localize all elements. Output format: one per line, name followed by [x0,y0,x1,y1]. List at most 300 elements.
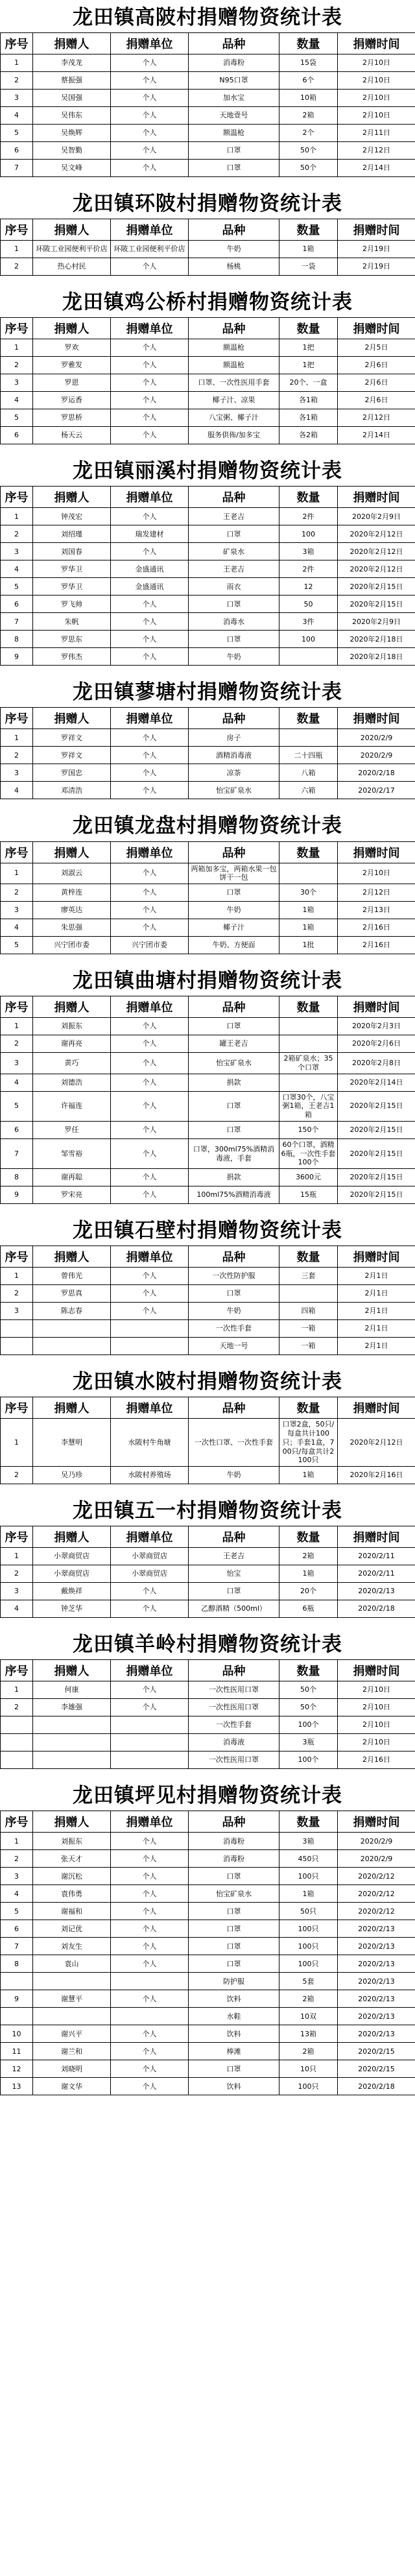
table-row [1,863,415,884]
table-row [1,1074,415,1091]
column-header: 捐赠人 [33,219,111,241]
section-title: 龙田镇环陂村捐赠物资统计表 [73,192,342,216]
table-cell: 4 [1,1074,33,1091]
column-header: 品种 [189,1660,279,1681]
table-cell: 水鞋 [189,2008,279,2025]
table-cell: 10 [1,2025,33,2043]
table-row [1,1583,415,1600]
table-cell: 个人 [111,1850,189,1868]
table-cell: 环陂工业园便利平价店 [111,241,189,258]
table-cell: 5 [1,1091,33,1121]
table-cell: 2 [1,1467,33,1484]
column-header: 捐赠人 [33,33,111,54]
table-cell: 曾伟光 [33,1268,111,1285]
donation-section [0,0,415,186]
table-cell: 100只 [279,2078,338,2095]
table-cell: 邓清浩 [33,782,111,799]
table-cell: 两箱加多宝，两箱水果一包饼干一包 [189,863,279,884]
table-row [1,1920,415,1938]
table-cell: 个人 [111,1121,189,1138]
table-cell: 4 [1,560,33,578]
table-cell: 各1箱 [279,409,338,427]
table-row [1,919,415,937]
column-header: 捐赠单位 [111,708,189,729]
table-row [1,1138,415,1168]
table-cell: 口罩 [189,1121,279,1138]
table-cell: 邹雪裕 [33,1138,111,1168]
table-cell: 个人 [111,1920,189,1938]
table-cell: 小翠商贸店 [33,1565,111,1583]
table-cell: 6 [1,142,33,160]
donation-table [0,486,415,666]
table-cell: 1箱 [279,241,338,258]
table-row [1,1053,415,1074]
table-row [1,1600,415,1618]
table-row [1,1903,415,1920]
table-cell: 怡宝矿泉水 [189,1053,279,1074]
table-cell: 消毒液 [189,1734,279,1751]
table-cell: 饮料 [189,2078,279,2095]
table-cell: 谢再亮 [33,1035,111,1053]
table-cell: 一次性手套 [189,1320,279,1338]
table-cell: 口罩 [189,142,279,160]
section-gap [0,444,415,453]
column-header: 捐赠人 [33,708,111,729]
table-cell: 袁山 [33,1955,111,1973]
table-cell: 2 [1,357,33,374]
table-cell [279,1018,338,1035]
table-row [1,1320,415,1338]
table-cell: 50个 [279,1681,338,1699]
donation-section [0,285,415,453]
table-row [1,1973,415,1990]
table-cell: 4 [1,107,33,125]
table-cell: 谢慧平 [33,1990,111,2008]
table-row [1,54,415,72]
table-cell: 2 [1,258,33,276]
table-cell: 3 [1,1583,33,1600]
table-cell: 7 [1,160,33,177]
table-cell: 3600元 [279,1169,338,1186]
table-cell: 2020年2月12日 [338,525,415,543]
table-row [1,339,415,357]
table-cell: 罗祥文 [33,729,111,747]
table-cell: 2 [1,1850,33,1868]
table-cell: 1 [1,508,33,525]
table-row [1,747,415,764]
table-cell: 1箱 [279,1885,338,1903]
table-cell: 2020/2/12 [338,1868,415,1885]
table-cell: 罗华卫 [33,560,111,578]
table-cell: 个人 [111,1990,189,2008]
table-cell: 6个 [279,72,338,90]
table-cell: 2月10日 [338,72,415,90]
table-cell: 八宝粥、椰子汁 [189,409,279,427]
table-cell: 2月6日 [338,357,415,374]
table-cell: 个人 [111,258,189,276]
table-cell: 3 [1,1053,33,1074]
table-cell: 2月16日 [338,937,415,954]
table-row [1,1990,415,2008]
table-row [1,1548,415,1565]
table-cell: 2020年2月3日 [338,1018,415,1035]
table-cell: 消毒粉 [189,1850,279,1868]
table-cell: 1 [1,1419,33,1467]
column-header: 序号 [1,1811,33,1833]
table-cell: 李茂龙 [33,54,111,72]
donation-table [0,32,415,177]
table-cell: 口罩2盒，50只/每盒共计100只；手套1盒，700只/每盒共计2100只 [279,1419,338,1467]
table-cell: 个人 [111,1583,189,1600]
table-cell: 三套 [279,1268,338,1285]
table-cell: 杨天云 [33,427,111,444]
table-cell [111,1734,189,1751]
column-header: 序号 [1,33,33,54]
table-cell: 2月11日 [338,125,415,142]
table-row [1,1303,415,1320]
table-cell: 2020/2/13 [338,2008,415,2025]
table-row [1,2008,415,2025]
table-cell: 个人 [111,1885,189,1903]
column-header: 捐赠人 [33,841,111,863]
table-cell: 刘国春 [33,543,111,560]
table-cell: 瑞发建材 [111,525,189,543]
column-header: 序号 [1,487,33,508]
table-cell: 2020年2月15日 [338,1138,415,1168]
table-cell: 1 [1,241,33,258]
column-header: 捐赠单位 [111,33,189,54]
table-cell: 口罩 [189,1938,279,1955]
table-cell: 棒滩 [189,2043,279,2060]
column-header: 捐赠人 [33,1526,111,1548]
table-row [1,560,415,578]
table-row [1,374,415,392]
table-cell: 1把 [279,339,338,357]
table-cell: N95口罩 [189,72,279,90]
section-gap [0,1484,415,1493]
table-row [1,578,415,596]
table-cell: 额温枪 [189,339,279,357]
table-cell: 口罩 [189,1285,279,1303]
column-header: 品种 [189,33,279,54]
header-row [1,318,415,339]
table-cell [1,1716,33,1734]
table-cell: 口罩 [189,160,279,177]
table-cell: 一箱 [279,1338,338,1355]
table-cell: 口罩 [189,596,279,613]
column-header: 品种 [189,996,279,1018]
table-cell: 4 [1,392,33,409]
table-cell: 钟茂宏 [33,508,111,525]
section-title: 龙田镇坪见村捐赠物资统计表 [73,1784,342,1808]
column-header: 数量 [279,487,338,508]
table-cell: 个人 [111,596,189,613]
table-cell: 2月12日 [338,409,415,427]
table-row [1,160,415,177]
table-cell: 个人 [111,374,189,392]
donation-table [0,1397,415,1484]
table-cell: 5 [1,1903,33,1920]
section-title: 龙田镇曲塘村捐赠物资统计表 [73,969,342,993]
donation-section [0,1778,415,2104]
column-header: 品种 [189,487,279,508]
table-cell: 个人 [111,1681,189,1699]
column-header: 捐赠单位 [111,1246,189,1268]
table-cell: 兴宁团市委 [111,937,189,954]
table-cell: 2020年2月12日 [338,543,415,560]
table-row [1,648,415,666]
section-gap [0,666,415,675]
column-header: 捐赠人 [33,318,111,339]
table-cell: 刘淑云 [33,863,111,884]
table-cell: 罗任 [33,1121,111,1138]
table-row [1,1868,415,1885]
table-cell: 个人 [111,1285,189,1303]
table-cell: 罗恩 [33,374,111,392]
header-row [1,219,415,241]
table-cell: 2020/2/13 [338,1955,415,1973]
table-cell: 四箱 [279,1303,338,1320]
section-gap [0,1618,415,1627]
table-cell: 何康 [33,1681,111,1699]
table-cell: 小翠商贸店 [111,1565,189,1583]
table-row [1,107,415,125]
table-cell: 牛奶 [189,241,279,258]
table-cell: 个人 [111,2025,189,2043]
table-cell: 个人 [111,919,189,937]
table-cell: 15袋 [279,54,338,72]
table-cell: 2箱 [279,1990,338,2008]
table-cell: 各1箱 [279,392,338,409]
table-cell: 个人 [111,648,189,666]
table-cell: 水陂村牛角塘 [111,1419,189,1467]
header-row [1,841,415,863]
column-header: 捐赠单位 [111,487,189,508]
table-cell: 乙醇酒精（500ml） [189,1600,279,1618]
table-cell: 口罩 [189,525,279,543]
table-cell: 8 [1,631,33,648]
table-cell: 王老吉 [189,560,279,578]
table-cell: 个人 [111,1018,189,1035]
donation-table [0,1246,415,1355]
column-header: 捐赠单位 [111,219,189,241]
donation-section [0,1493,415,1627]
table-cell: 牛奶 [189,1303,279,1320]
table-cell: 150个 [279,1121,338,1138]
header-row [1,33,415,54]
table-cell: 2020年2月15日 [338,578,415,596]
table-cell [1,1973,33,1990]
table-row [1,543,415,560]
table-cell: 100ml75%酒精消毒液 [189,1186,279,1204]
table-row [1,125,415,142]
table-cell: 个人 [111,339,189,357]
table-cell: 12 [279,578,338,596]
header-row [1,708,415,729]
table-cell: 额温枪 [189,357,279,374]
table-cell: 8 [1,1955,33,1973]
column-header: 数量 [279,219,338,241]
table-cell: 房子 [189,729,279,747]
table-cell: 一次性医用口罩 [189,1681,279,1699]
table-cell: 口罩 [189,2060,279,2078]
table-row [1,1565,415,1583]
table-cell: 2020年2月15日 [338,1121,415,1138]
table-cell: 个人 [111,107,189,125]
table-cell: 捐款 [189,1169,279,1186]
table-cell: 100只 [279,1868,338,1885]
section-title: 龙田镇水陂村捐赠物资统计表 [73,1370,342,1394]
header-row [1,1246,415,1268]
table-row [1,884,415,902]
table-cell: 个人 [111,409,189,427]
table-cell: 450只 [279,1850,338,1868]
table-row [1,729,415,747]
column-header: 捐赠人 [33,487,111,508]
table-cell: 消毒水 [189,613,279,631]
table-cell: 金盛通讯 [111,578,189,596]
table-cell: 2020年2月14日 [338,1074,415,1091]
table-cell: 口罩 [189,1583,279,1600]
column-header: 数量 [279,1660,338,1681]
table-cell: 王老吉 [189,508,279,525]
column-header: 序号 [1,841,33,863]
table-cell: 6 [1,596,33,613]
column-header: 捐赠单位 [111,1660,189,1681]
table-cell: 个人 [111,1169,189,1186]
table-cell: 5 [1,578,33,596]
column-header: 序号 [1,1246,33,1268]
table-cell: 1 [1,1018,33,1035]
table-cell: 6 [1,1121,33,1138]
table-cell: 吴国强 [33,90,111,107]
table-cell: 13 [1,2078,33,2095]
table-cell: 2020年2月15日 [338,1186,415,1204]
table-cell: 罗思真 [33,1285,111,1303]
table-cell: 个人 [111,1268,189,1285]
table-cell: 2月10日 [338,863,415,884]
table-cell: 2020/2/9 [338,747,415,764]
table-row [1,1018,415,1035]
table-cell: 2 [1,747,33,764]
donation-table [0,219,415,276]
table-cell: 个人 [111,1903,189,1920]
section-title: 龙田镇五一村捐赠物资统计表 [73,1499,342,1523]
table-cell: 2月10日 [338,90,415,107]
column-header: 捐赠时间 [338,318,415,339]
table-cell: 刘振东 [33,1018,111,1035]
table-cell: 怡宝矿泉水 [189,782,279,799]
table-cell: 2月14日 [338,160,415,177]
table-cell: 100只 [279,1938,338,1955]
table-cell: 11 [1,2043,33,2060]
table-cell: 小翠商贸店 [111,1548,189,1565]
table-cell: 20个 [279,1583,338,1600]
table-cell: 2箱 [279,2043,338,2060]
table-cell: 个人 [111,2043,189,2060]
table-cell: 水陂村养殖场 [111,1467,189,1484]
table-cell: 矿泉水 [189,543,279,560]
section-gap [0,799,415,808]
table-cell [111,1320,189,1338]
table-row [1,1121,415,1138]
table-cell: 1 [1,729,33,747]
table-cell: 刘记优 [33,1920,111,1938]
section-title: 龙田镇羊岭村捐赠物资统计表 [73,1633,342,1657]
table-cell: 2020/2/9 [338,1850,415,1868]
table-cell [111,1716,189,1734]
table-row [1,1938,415,1955]
table-cell: 6瓶 [279,1600,338,1618]
column-header: 捐赠时间 [338,1660,415,1681]
table-cell: 1箱 [279,1565,338,1583]
column-header: 数量 [279,1397,338,1419]
table-cell: 2月6日 [338,392,415,409]
table-cell: 金盛通讯 [111,560,189,578]
table-cell: 9 [1,1186,33,1204]
table-cell: 许福连 [33,1091,111,1121]
table-cell [1,1338,33,1355]
table-cell: 一次性医用口罩 [189,1699,279,1716]
table-cell: 50只 [279,1903,338,1920]
table-row [1,2078,415,2095]
table-cell: 饮料 [189,1990,279,2008]
column-header: 数量 [279,1246,338,1268]
table-cell [1,1751,33,1769]
table-cell: 黄巧 [33,1053,111,1074]
table-cell: 3 [1,1868,33,1885]
column-header: 捐赠时间 [338,996,415,1018]
table-cell: 2020年2月16日 [338,1467,415,1484]
column-header: 捐赠时间 [338,487,415,508]
table-row [1,1268,415,1285]
column-header: 捐赠时间 [338,1397,415,1419]
table-row [1,1955,415,1973]
donation-section [0,963,415,1213]
table-cell: 12 [1,2060,33,2078]
table-cell: 罗伟杰 [33,648,111,666]
table-cell: 椰子汁 [189,919,279,937]
table-cell [1,2008,33,2025]
table-cell: 100只 [279,1920,338,1938]
column-header: 序号 [1,318,33,339]
section-title: 龙田镇石壁村捐赠物资统计表 [73,1219,342,1243]
column-header: 捐赠时间 [338,708,415,729]
table-row [1,142,415,160]
column-header: 数量 [279,708,338,729]
table-row [1,2060,415,2078]
table-cell: 个人 [111,427,189,444]
table-cell: 1 [1,1268,33,1285]
table-cell: 6 [1,1920,33,1938]
table-cell: 个人 [111,729,189,747]
table-row [1,1850,415,1868]
table-cell [33,1716,111,1734]
table-cell: 口罩，300ml75%酒精消毒液，手套 [189,1138,279,1168]
table-row [1,1699,415,1716]
column-header: 捐赠人 [33,996,111,1018]
table-cell: 口罩 [189,1903,279,1920]
column-header: 品种 [189,708,279,729]
table-cell: 1 [1,1681,33,1699]
table-cell: 个人 [111,160,189,177]
table-cell: 个人 [111,1053,189,1074]
table-row [1,1186,415,1204]
table-cell [33,1734,111,1751]
table-cell: 罗飞帅 [33,596,111,613]
table-cell: 一次性医用口罩 [189,1751,279,1769]
table-cell: 2 [1,525,33,543]
